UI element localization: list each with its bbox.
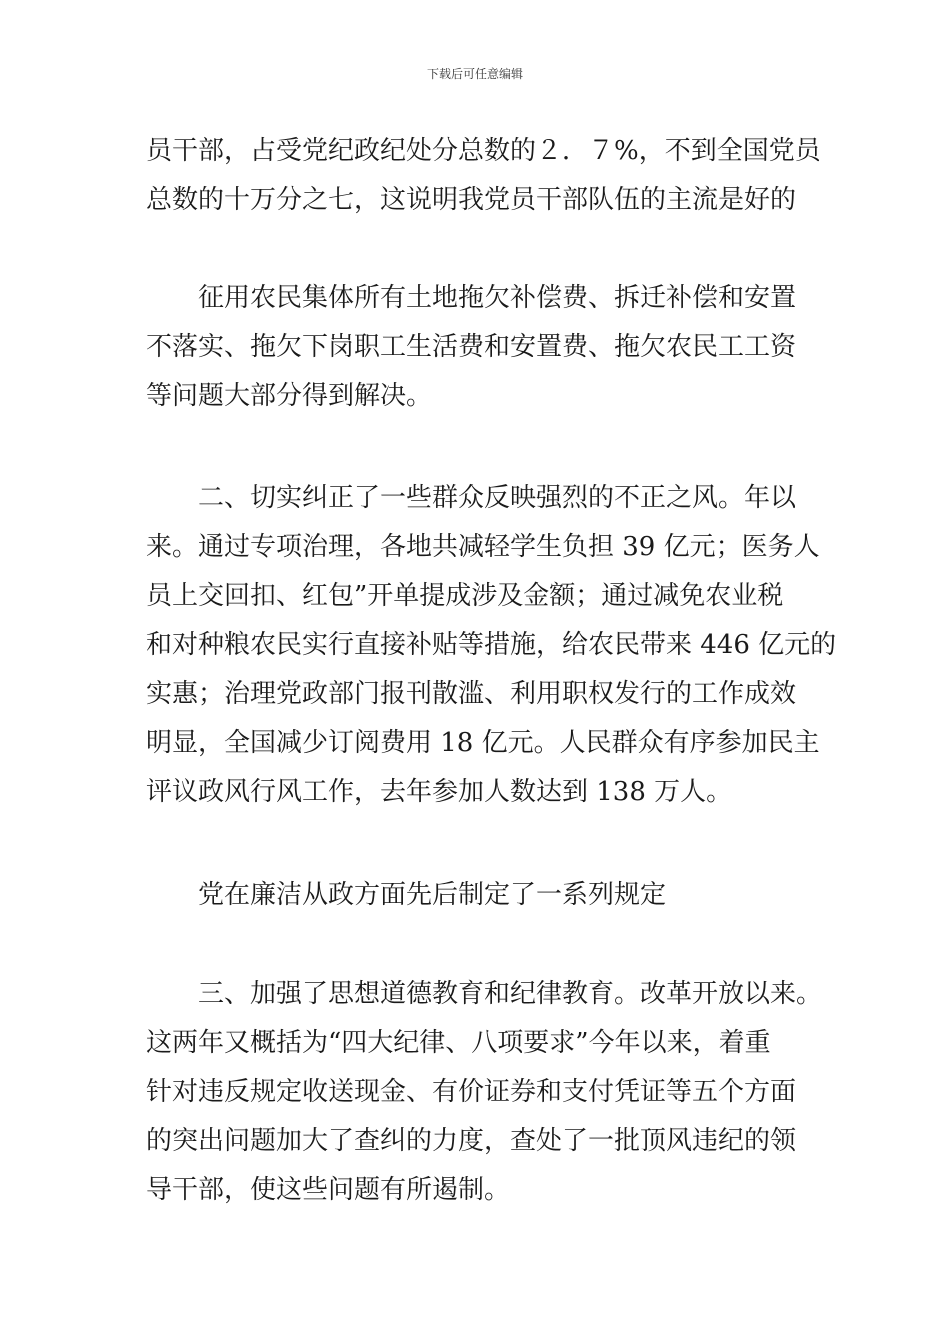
paragraph-line: 总数的十万分之七，这说明我党员干部队伍的主流是好的 xyxy=(146,185,797,215)
paragraph-1 xyxy=(146,127,826,225)
paragraph-line: 来。通过专项治理，各地共减轻学生负担 39 亿元；医务人 xyxy=(146,532,820,562)
paragraph-line: 这两年又概括为“四大纪律、八项要求”今年以来，着重 xyxy=(146,1028,771,1058)
paragraph-line: 不落实、拖欠下岗职工生活费和安置费、拖欠农民工工资 xyxy=(146,332,797,362)
paragraph-line: 员上交回扣、红包”开单提成涉及金额；通过减免农业税 xyxy=(146,581,784,611)
paragraph-line: 导干部，使这些问题有所遏制。 xyxy=(146,1175,511,1205)
paragraph-line: 明显，全国减少订阅费用 18 亿元。人民群众有序参加民主 xyxy=(146,728,820,758)
paragraph-line: 的突出问题加大了查纠的力度，查处了一批顶风违纪的领 xyxy=(146,1126,797,1156)
paragraph-3 xyxy=(146,474,837,817)
page-header: 下载后可任意编辑 xyxy=(426,67,523,81)
paragraph-line: 员干部，占受党纪政纪处分总数的２．７%，不到全国党员 xyxy=(146,136,821,166)
paragraph-line: 等问题大部分得到解决。 xyxy=(146,381,433,411)
paragraph-4 xyxy=(146,871,826,920)
paragraph-line: 三、加强了思想道德教育和纪律教育。改革开放以来。 xyxy=(198,979,823,1009)
paragraph-line: 实惠；治理党政部门报刊散滥、利用职权发行的工作成效 xyxy=(146,679,797,709)
paragraph-2 xyxy=(146,274,826,421)
paragraph-line: 征用农民集体所有土地拖欠补偿费、拆迁补偿和安置 xyxy=(198,283,797,313)
paragraph-5 xyxy=(146,970,826,1215)
paragraph-line: 党在廉洁从政方面先后制定了一系列规定 xyxy=(198,880,667,910)
paragraph-line: 二、切实纠正了一些群众反映强烈的不正之风。年以 xyxy=(198,483,797,513)
paragraph-line: 针对违反规定收送现金、有价证券和支付凭证等五个方面 xyxy=(146,1077,797,1107)
paragraph-line: 评议政风行风工作，去年参加人数达到 138 万人。 xyxy=(146,777,733,807)
paragraph-line: 和对种粮农民实行直接补贴等措施，给农民带来 446 亿元的 xyxy=(146,630,837,660)
